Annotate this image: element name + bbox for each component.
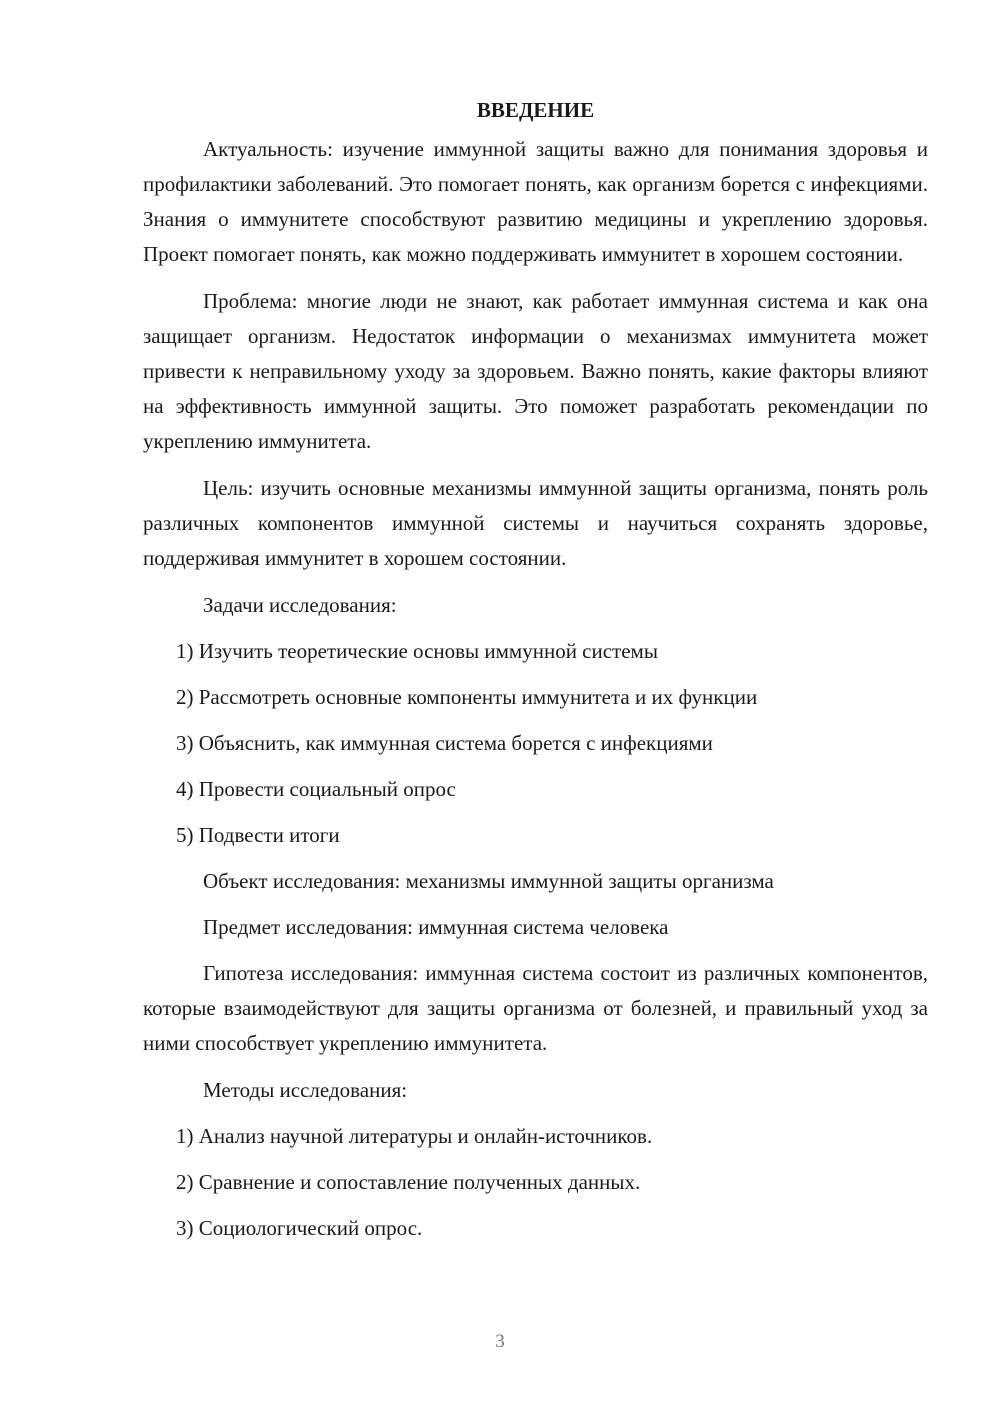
section-title: ВВЕДЕНИЕ bbox=[476, 98, 595, 122]
method-item: 2) Сравнение и сопоставление полученных данных. bbox=[176, 1170, 641, 1194]
object-paragraph: Объект исследования: механизмы иммунной защиты организма bbox=[203, 869, 774, 893]
task-item: 2) Рассмотреть основные компоненты иммунитета и их функции bbox=[176, 685, 758, 709]
tasks-list bbox=[143, 634, 928, 853]
goal-paragraph: Цель: изучить основные механизмы иммунной защиты организма, понять роль различных компонентов иммунной системы и научиться сохранять здоровье, поддерживая иммунитет в хорошем состоянии. bbox=[143, 476, 928, 570]
task-item: 3) Объяснить, как иммунная система борется с инфекциями bbox=[176, 731, 713, 755]
method-item: 1) Анализ научной литературы и онлайн-источников. bbox=[176, 1124, 653, 1148]
subject-paragraph: Предмет исследования: иммунная система человека bbox=[203, 915, 669, 939]
page-number: 3 bbox=[495, 1331, 505, 1352]
method-item: 3) Социологический опрос. bbox=[176, 1216, 423, 1240]
hypothesis-paragraph: Гипотеза исследования: иммунная система состоит из различных компонентов, которые взаимодействуют для защиты организма от болезней, и правильный уход за ними способствует укреплению иммунитета. bbox=[143, 961, 928, 1055]
task-item: 4) Провести социальный опрос bbox=[176, 777, 456, 801]
methods-list bbox=[143, 1119, 928, 1246]
task-item: 1) Изучить теоретические основы иммунной системы bbox=[176, 639, 658, 663]
methods-heading: Методы исследования: bbox=[203, 1078, 408, 1102]
document-page bbox=[143, 92, 928, 1257]
tasks-heading: Задачи исследования: bbox=[203, 593, 397, 617]
problem-paragraph: Проблема: многие люди не знают, как работает иммунная система и как она защищает организм. Недостаток информации о механизмах иммунитета может привести к неправильному уходу за здоровьем. Важно понять, какие факторы влияют на эффективность иммунной защиты. Это поможет разработать рекомендации по укреплению иммунитета. bbox=[143, 289, 928, 453]
relevance-paragraph: Актуальность: изучение иммунной защиты важно для понимания здоровья и профилактики заболеваний. Это помогает понять, как организм борется с инфекциями. Знания о иммунитете способствуют развитию медицины и укреплению здоровья. Проект помогает понять, как можно поддерживать иммунитет в хорошем состоянии. bbox=[143, 137, 928, 266]
task-item: 5) Подвести итоги bbox=[176, 823, 340, 847]
